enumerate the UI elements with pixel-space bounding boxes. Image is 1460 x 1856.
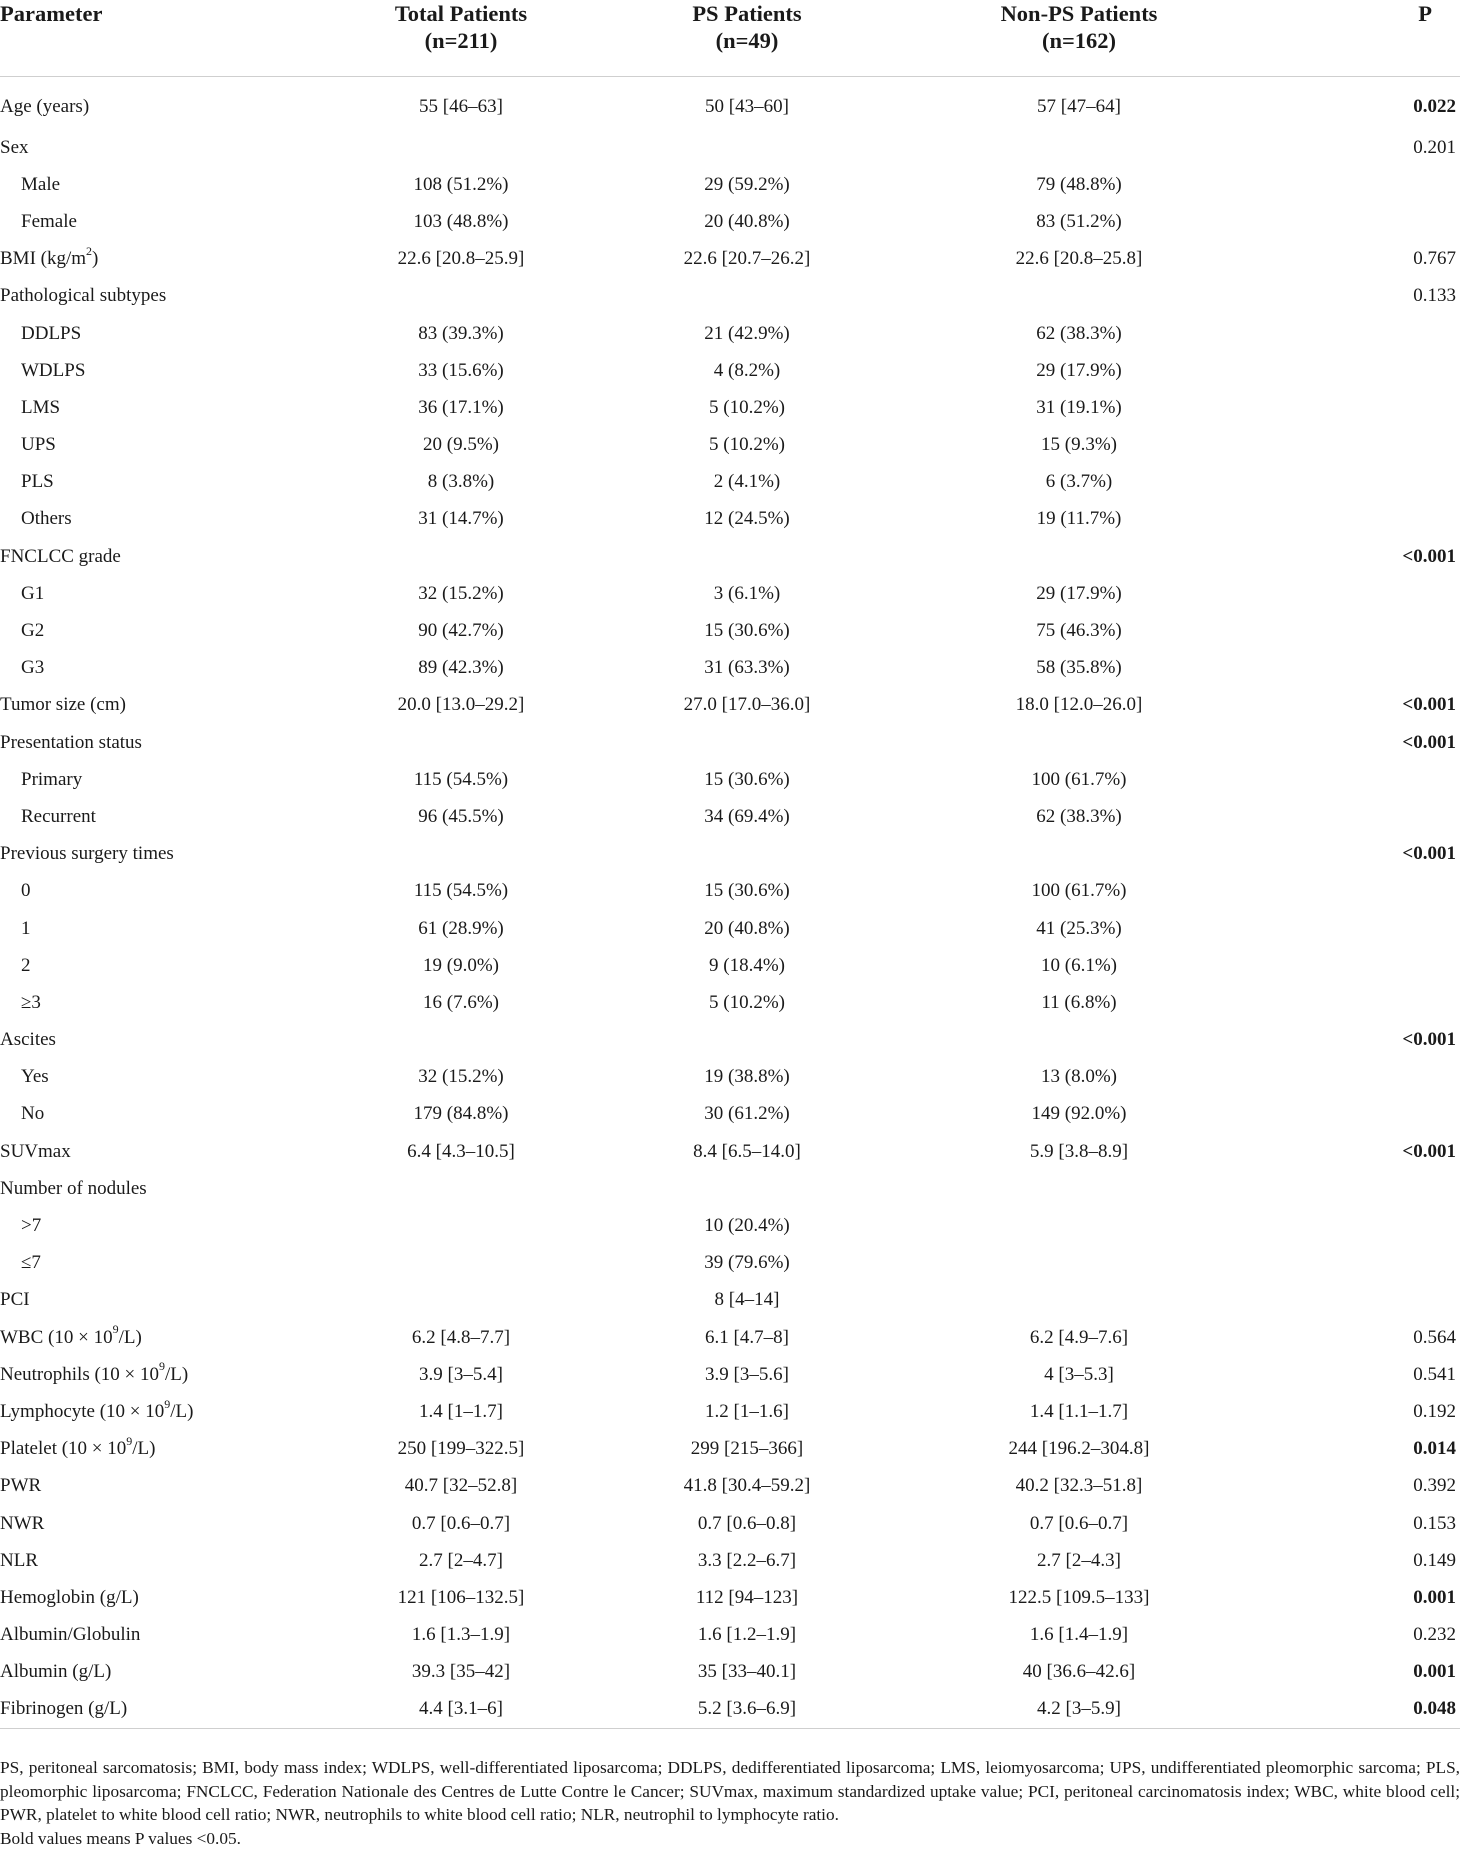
cell-total: 90 (42.7%) [418,620,504,642]
row-label: Albumin (g/L) [0,1661,112,1683]
cell-ps: 1.2 [1–1.6] [705,1400,789,1422]
cell-non-ps: 31 (19.1%) [1036,396,1122,418]
row-label: Fibrinogen (g/L) [0,1698,128,1720]
cell-ps: 9 (18.4%) [709,954,785,976]
table-row [0,873,1460,910]
table-row [0,1505,1460,1542]
cell-ps: 20 (40.8%) [704,917,790,939]
cell-ps: 15 (30.6%) [704,768,790,790]
table-row [0,798,1460,835]
table-row [0,1096,1460,1133]
cell-total [340,1170,582,1207]
cell-total [340,278,582,315]
cell-non-ps: 2.7 [2–4.3] [1037,1549,1121,1571]
cell-ps: 39 (79.6%) [704,1252,790,1274]
cell-p-value: <0.001 [1402,694,1456,716]
cell-total: 6.2 [4.8–7.7] [411,1326,511,1348]
cell-total: 39.3 [35–42] [411,1661,511,1683]
table-row [0,1282,1460,1319]
cell-p-value [1246,1282,1460,1319]
row-label: 2 [21,954,31,976]
cell-total: 20.0 [13.0–29.2] [397,694,525,716]
cell-total: 61 (28.9%) [418,917,504,939]
cell-total: 32 (15.2%) [418,582,504,604]
row-label: Sex [0,136,29,158]
cell-non-ps: 58 (35.8%) [1036,657,1122,679]
cell-non-ps: 29 (17.9%) [1036,582,1122,604]
cell-non-ps: 122.5 [109.5–133] [1008,1586,1150,1608]
cell-non-ps [912,1022,1246,1059]
cell-ps: 5 (10.2%) [709,434,785,456]
cell-total: 8 (3.8%) [427,471,495,493]
row-label: Lymphocyte $(10 \times 10^9/L)$ [0,1396,194,1422]
cell-total: 22.6 [20.8–25.9] [397,248,525,270]
row-label: ≤7 [21,1252,41,1274]
table-row [0,1059,1460,1096]
cell-total: 19 (9.0%) [423,954,499,976]
cell-non-ps: 1.6 [1.4–1.9] [1029,1624,1129,1646]
cell-p-value [1246,575,1460,612]
row-label: PLS [21,471,54,493]
cell-p-value: <0.001 [1402,843,1456,865]
cell-ps: 30 (61.2%) [704,1103,790,1125]
cell-total: 4.4 [3.1–6] [419,1698,503,1720]
cell-p-value [1246,501,1460,538]
cell-p-value [1246,427,1460,464]
cell-ps: 34 (69.4%) [704,805,790,827]
header-parameter: Parameter [0,1,103,26]
cell-p-value: <0.001 [1402,1140,1456,1162]
cell-p-value [1246,910,1460,947]
cell-ps: 0.7 [0.6–0.8] [697,1512,797,1534]
cell-total: 108 (51.2%) [413,173,509,195]
cell-p-value [1246,612,1460,649]
cell-total: 83 (39.3%) [418,322,504,344]
cell-non-ps [912,129,1246,166]
cell-p-value: <0.001 [1402,1029,1456,1051]
row-label: Hemoglobin (g/L) [0,1586,139,1608]
cell-ps: 8.4 [6.5–14.0] [693,1140,801,1162]
table-row [0,464,1460,501]
cell-p-value: 0.149 [1413,1549,1456,1571]
footnote-abbreviations: PS, peritoneal sarcomatosis; BMI, body mass index; WDLPS, well-differentiated liposarcoma; DDLPS, dedifferentiated liposarcoma; LMS, leiomyosarcoma; UPS, undifferentiated pleomorphic sarcoma; PLS, pleomorphic liposarcoma; FNCLCC, Federation Nationale des Centres de Lutte Contre le Cancer; SUVmax, maximum standardized uptake value; PCI, peritoneal carcinomatosis index; WBC, white blood cell; PWR, platelet to white blood cell ratio; NWR, neutrophils to white blood cell ratio; NLR, neutrophil to lymphocyte ratio. [0,1758,1460,1824]
cell-p-value: 0.541 [1413,1363,1456,1385]
cell-total: 6.4 [4.3–10.5] [407,1140,515,1162]
row-label: 1 [21,917,31,939]
cell-total: 250 [199–322.5] [397,1438,525,1460]
cell-ps: 31 (63.3%) [704,657,790,679]
row-label: Recurrent [21,805,96,827]
cell-total [340,1022,582,1059]
cell-p-value [1246,1096,1460,1133]
cell-p-value [1246,1207,1460,1244]
table-row [0,1431,1460,1468]
cell-p-value [1246,315,1460,352]
cell-total: 179 (84.8%) [413,1103,509,1125]
cell-p-value [1246,464,1460,501]
cell-p-value [1246,761,1460,798]
cell-total: 36 (17.1%) [418,396,504,418]
table-row [0,1207,1460,1244]
row-label: Ascites [0,1029,56,1051]
row-label: NWR [0,1512,45,1534]
cell-non-ps: 15 (9.3%) [1041,434,1117,456]
cell-non-ps: 19 (11.7%) [1036,508,1122,530]
cell-ps: 2 (4.1%) [713,471,781,493]
cell-ps: 5.2 [3.6–6.9] [697,1698,797,1720]
cell-p-value: 0.022 [1413,96,1456,117]
row-label: G2 [21,620,45,642]
cell-non-ps: 5.9 [3.8–8.9] [1029,1140,1129,1162]
cell-total [340,129,582,166]
table-row [0,77,1460,130]
cell-ps: 10 (20.4%) [704,1215,790,1237]
cell-p-value [1246,1170,1460,1207]
cell-p-value: 0.153 [1413,1512,1456,1534]
cell-non-ps: 11 (6.8%) [1041,991,1117,1013]
cell-ps [582,1170,912,1207]
table-row [0,389,1460,426]
table-row [0,836,1460,873]
cell-non-ps: 75 (46.3%) [1036,620,1122,642]
table-footnote [0,1756,1460,1850]
cell-non-ps: 18.0 [12.0–26.0] [1015,694,1143,716]
row-label: DDLPS [21,322,82,344]
cell-ps: 1.6 [1.2–1.9] [697,1624,797,1646]
table-row [0,278,1460,315]
cell-p-value: 0.014 [1413,1438,1456,1460]
cell-ps [582,129,912,166]
cell-non-ps [912,724,1246,761]
cell-ps: 12 (24.5%) [704,508,790,530]
row-label: FNCLCC grade [0,545,121,567]
cell-ps: 29 (59.2%) [704,173,790,195]
row-label: G1 [21,582,45,604]
cell-p-value [1246,650,1460,687]
row-label: Others [21,508,72,530]
cell-ps: 35 [33–40.1] [697,1661,797,1683]
table-row [0,984,1460,1021]
cell-non-ps [912,1170,1246,1207]
table-row [0,1542,1460,1579]
cell-non-ps: 13 (8.0%) [1041,1066,1117,1088]
cell-total: 40.7 [32–52.8] [404,1475,518,1497]
cell-non-ps: 83 (51.2%) [1036,210,1122,232]
row-label: >7 [21,1215,42,1237]
header-non-ps-patients: Non-PS Patients (n=162) [1000,1,1158,53]
cell-non-ps: 62 (38.3%) [1036,322,1122,344]
row-label: 0 [21,880,31,902]
table-row [0,761,1460,798]
cell-ps: 21 (42.9%) [704,322,790,344]
cell-non-ps: 22.6 [20.8–25.8] [1015,248,1143,270]
table-row [0,166,1460,203]
table-row [0,687,1460,724]
table-row [0,1393,1460,1430]
header-p-value: P [1418,1,1432,26]
cell-p-value [1246,798,1460,835]
cell-ps: 6.1 [4.7–8] [705,1326,789,1348]
cell-total: 55 [46–63] [419,96,503,117]
cell-non-ps [912,836,1246,873]
cell-non-ps: 6.2 [4.9–7.6] [1029,1326,1129,1348]
cell-total: 2.7 [2–4.7] [419,1549,503,1571]
cell-ps [582,538,912,575]
row-label: UPS [21,434,56,456]
table-row [0,1170,1460,1207]
cell-ps: 112 [94–123] [695,1586,799,1608]
cell-p-value: 0.564 [1413,1326,1456,1348]
row-label: G3 [21,657,45,679]
cell-p-value [1246,166,1460,203]
footnote-bold-note: Bold values means P values <0.05. [0,1828,241,1848]
cell-ps [582,836,912,873]
cell-p-value: 0.192 [1413,1400,1456,1422]
cell-non-ps: 6 (3.7%) [1045,471,1113,493]
cell-ps: 15 (30.6%) [704,880,790,902]
cell-ps: 299 [215–366] [690,1438,804,1460]
row-label: SUVmax [0,1140,71,1162]
cell-total: 1.4 [1–1.7] [419,1400,503,1422]
cell-p-value [1246,1059,1460,1096]
cell-total [340,1207,582,1244]
cell-total [340,1282,582,1319]
row-label: Neutrophils $(10 \times 10^9/L)$ [0,1359,189,1385]
cell-non-ps: 100 (61.7%) [1031,880,1127,902]
cell-ps: 15 (30.6%) [704,620,790,642]
table-row [0,315,1460,352]
row-label: WDLPS [21,359,86,381]
cell-non-ps: 10 (6.1%) [1041,954,1117,976]
table-row [0,650,1460,687]
row-label: LMS [21,396,61,418]
cell-p-value: <0.001 [1402,545,1456,567]
cell-p-value: 0.232 [1413,1624,1456,1646]
table-row [0,1319,1460,1356]
cell-ps: 50 [43–60] [705,96,789,117]
table-row [0,947,1460,984]
table-row [0,1356,1460,1393]
cell-p-value [1246,389,1460,426]
table-row [0,352,1460,389]
cell-non-ps: 40 [36.6–42.6] [1022,1661,1136,1683]
table-row [0,575,1460,612]
cell-non-ps: 4 [3–5.3] [1044,1363,1114,1385]
cell-total: 103 (48.8%) [413,210,509,232]
cell-non-ps [912,1207,1246,1244]
row-label: Presentation status [0,731,142,753]
cell-non-ps: 40.2 [32.3–51.8] [1015,1475,1143,1497]
cell-p-value: 0.048 [1413,1698,1456,1720]
cell-ps: 3.3 [2.2–6.7] [697,1549,797,1571]
cell-total: 115 (54.5%) [413,880,509,902]
table-row [0,724,1460,761]
cell-p-value [1246,352,1460,389]
cell-non-ps: 29 (17.9%) [1036,359,1122,381]
table-header [0,0,1460,77]
row-label: Pathological subtypes [0,285,167,307]
table-row [0,1691,1460,1729]
cell-p-value: 0.767 [1413,248,1456,270]
row-label: Male [21,173,61,195]
table-row [0,501,1460,538]
table-row [0,1468,1460,1505]
cell-p-value [1246,203,1460,240]
table-body [0,77,1460,1729]
cell-non-ps: 57 [47–64] [1037,96,1121,117]
cell-total [340,1245,582,1282]
row-label: Tumor size (cm) [0,694,126,716]
cell-total: 32 (15.2%) [418,1066,504,1088]
cell-ps [582,1022,912,1059]
cell-ps: 22.6 [20.7–26.2] [683,248,811,270]
cell-p-value: 0.392 [1413,1475,1456,1497]
cell-non-ps: 4.2 [3–5.9] [1037,1698,1121,1720]
cell-total: 121 [106–132.5] [397,1586,525,1608]
cell-total [340,836,582,873]
row-label: Number of nodules [0,1177,147,1199]
row-label: BMI $(kg/m^2)$ [0,243,99,270]
cell-p-value: 0.133 [1413,285,1456,307]
cell-ps: 41.8 [30.4–59.2] [683,1475,811,1497]
header-total-patients: Total Patients (n=211) [394,1,528,53]
row-label: NLR [0,1549,38,1571]
cell-non-ps: 0.7 [0.6–0.7] [1029,1512,1129,1534]
table-row [0,612,1460,649]
row-label: PCI [0,1289,30,1311]
cell-p-value: <0.001 [1402,731,1456,753]
cell-ps: 3 (6.1%) [713,582,781,604]
row-label: Age (years) [0,96,90,117]
row-label: No [21,1103,45,1125]
row-label: ≥3 [21,991,41,1013]
cell-ps [582,724,912,761]
cell-non-ps: 1.4 [1.1–1.7] [1029,1400,1129,1422]
cell-total: 0.7 [0.6–0.7] [411,1512,511,1534]
table-row [0,1133,1460,1170]
row-label: Platelet $(10 \times 10^9/L)$ [0,1433,156,1460]
table-row [0,1022,1460,1059]
cell-ps: 5 (10.2%) [709,396,785,418]
table-row [0,203,1460,240]
cell-ps: 3.9 [3–5.6] [705,1363,789,1385]
cell-total: 115 (54.5%) [413,768,509,790]
header-ps-patients: PS Patients (n=49) [692,1,802,53]
row-label: Primary [21,768,83,790]
row-label: Yes [21,1066,49,1088]
table-row [0,241,1460,278]
cell-ps: 19 (38.8%) [704,1066,790,1088]
cell-total [340,724,582,761]
cell-non-ps [912,538,1246,575]
row-label: WBC $(10 \times 10^9/L)$ [0,1322,142,1348]
cell-total: 16 (7.6%) [423,991,499,1013]
row-label: PWR [0,1475,42,1497]
cell-non-ps: 62 (38.3%) [1036,805,1122,827]
cell-ps: 4 (8.2%) [713,359,781,381]
cell-non-ps: 79 (48.8%) [1036,173,1122,195]
cell-p-value [1246,873,1460,910]
table-row [0,1654,1460,1691]
cell-non-ps: 100 (61.7%) [1031,768,1127,790]
row-label: Previous surgery times [0,843,174,865]
cell-p-value [1246,1245,1460,1282]
cell-non-ps [912,1245,1246,1282]
cell-ps [582,278,912,315]
row-label: Female [21,210,77,232]
cell-ps: 5 (10.2%) [709,991,785,1013]
cell-total [340,538,582,575]
table-row [0,1617,1460,1654]
table-row [0,910,1460,947]
cell-total: 31 (14.7%) [418,508,504,530]
cell-ps: 8 [4–14] [714,1289,780,1311]
table-row [0,129,1460,166]
cell-total: 1.6 [1.3–1.9] [411,1624,511,1646]
row-label: Albumin/Globulin [0,1624,141,1646]
table-row [0,538,1460,575]
cell-total: 20 (9.5%) [423,434,499,456]
cell-total: 3.9 [3–5.4] [419,1363,503,1385]
cell-total: 89 (42.3%) [418,657,504,679]
cell-non-ps: 149 (92.0%) [1031,1103,1127,1125]
cell-ps: 27.0 [17.0–36.0] [683,694,811,716]
cell-p-value: 0.001 [1413,1661,1456,1683]
cell-non-ps: 41 (25.3%) [1036,917,1122,939]
cell-total: 33 (15.6%) [418,359,504,381]
cell-p-value: 0.201 [1413,136,1456,158]
cell-non-ps: 244 [196.2–304.8] [1008,1438,1150,1460]
cell-p-value [1246,984,1460,1021]
cell-p-value [1246,947,1460,984]
table-row [0,427,1460,464]
cell-non-ps [912,1282,1246,1319]
table-row [0,1245,1460,1282]
cell-p-value: 0.001 [1413,1586,1456,1608]
table-row [0,1579,1460,1616]
cell-total: 96 (45.5%) [418,805,504,827]
cell-ps: 20 (40.8%) [704,210,790,232]
cell-non-ps [912,278,1246,315]
